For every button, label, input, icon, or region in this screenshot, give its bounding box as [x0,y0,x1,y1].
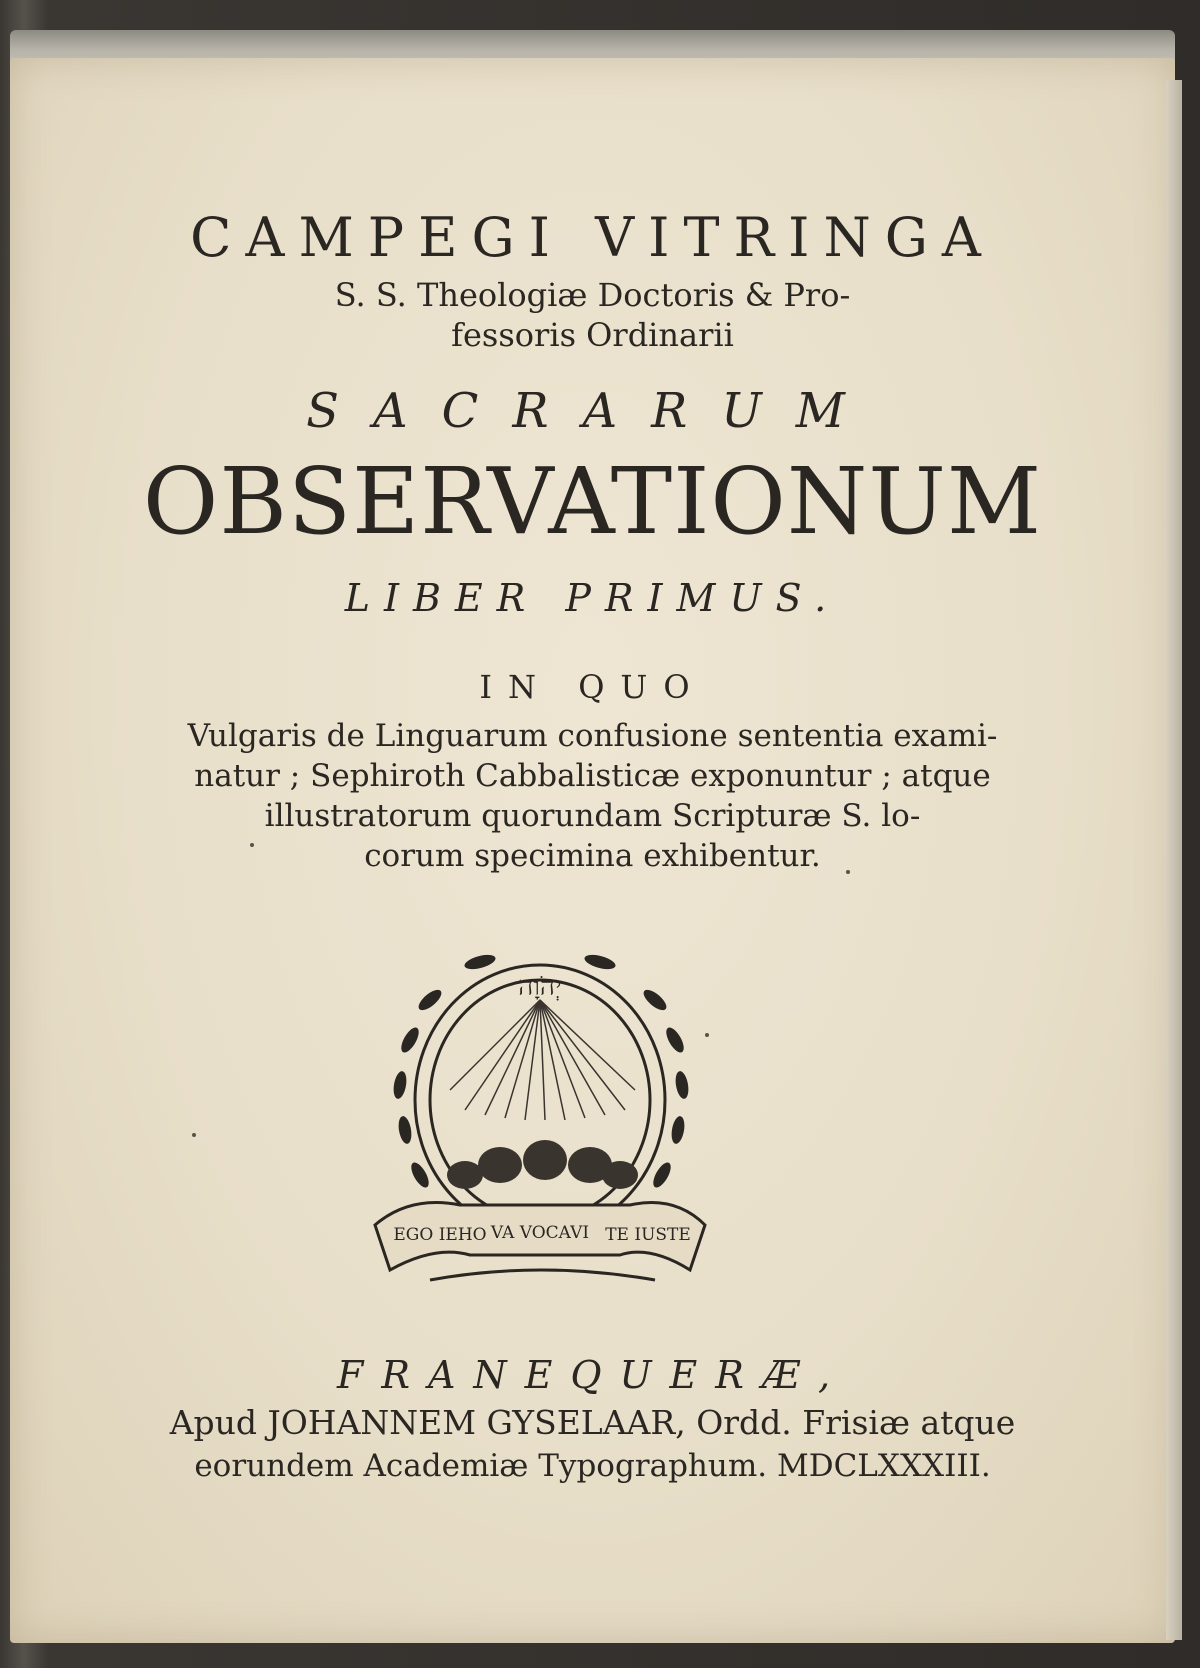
description-line-1: Vulgaris de Linguarum confusione sententia exami- [187,718,998,754]
author-name: CAMPEGI VITRINGA [190,206,995,269]
page-right-edge [1166,80,1182,1640]
imprint-line-2: eorundem Academiæ Typographum. MDCLXXXIII. [194,1448,991,1484]
ink-speck [846,870,850,874]
title-line-1: SACRARUM [306,383,879,439]
emblem-motto-right: TE IUSTE [605,1225,691,1245]
ink-speck [705,1033,709,1037]
emblem-motto-center: VA VOCAVI [490,1223,590,1243]
title-line-2: OBSERVATIONUM [142,448,1043,555]
emblem-motto-left: EGO IEHO [393,1225,487,1245]
imprint-line-1: Apud JOHANNEM GYSELAAR, Ordd. Frisiæ atque [169,1403,1016,1442]
title-line-3: LIBER PRIMUS. [344,576,841,620]
description-line-2: natur ; Sephiroth Cabbalisticæ exponuntur ; atque [194,758,991,794]
description-line-4: corum specimina exhibentur. [364,838,821,874]
in-quo-heading: IN QUO [479,668,706,706]
author-degree-line-2: fessoris Ordinarii [451,316,734,354]
emblem-hebrew-text: יְהֹוָה [518,972,562,1002]
place-of-publication: FRANEQUERÆ, [336,1353,849,1397]
ink-speck [192,1133,196,1137]
printer-device-emblem [370,940,720,1300]
description-line-3: illustratorum quorundam Scripturæ S. lo- [264,798,921,834]
author-degree-line-1: S. S. Theologiæ Doctoris & Pro- [334,276,851,314]
ink-speck [250,843,254,847]
title-page [10,58,1175,1643]
